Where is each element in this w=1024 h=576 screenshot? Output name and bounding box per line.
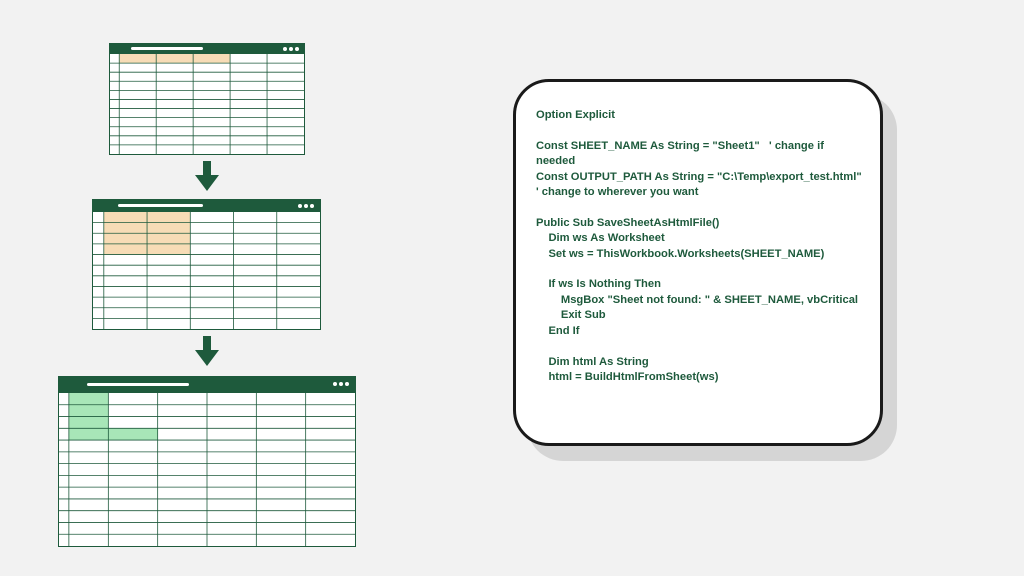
code-line: Set ws = ThisWorkbook.Worksheets(SHEET_NAME) bbox=[536, 247, 825, 260]
spreadsheet-1 bbox=[109, 43, 305, 155]
code-line: End If bbox=[536, 324, 580, 337]
title-bar bbox=[110, 44, 304, 54]
code-line: MsgBox "Sheet not found: " & SHEET_NAME, vbCritical bbox=[536, 293, 859, 306]
sheet-grid bbox=[110, 54, 304, 154]
code-line bbox=[536, 339, 866, 354]
highlighted-cell bbox=[69, 393, 108, 405]
code-card bbox=[513, 79, 883, 446]
three-dots-icon bbox=[283, 47, 299, 51]
highlighted-cell bbox=[69, 417, 108, 429]
highlighted-cell bbox=[119, 54, 230, 63]
highlighted-cell bbox=[69, 405, 108, 417]
code-line bbox=[536, 262, 866, 277]
spreadsheet-2 bbox=[92, 199, 321, 330]
sheet-grid bbox=[93, 212, 320, 329]
code-line: Const OUTPUT_PATH As String = "C:\Temp\export_test.html" ' change to wherever you want bbox=[536, 170, 868, 199]
title-bar bbox=[59, 377, 355, 393]
title-placeholder bbox=[131, 47, 203, 50]
spreadsheet-3 bbox=[58, 376, 356, 547]
down-arrow-icon bbox=[193, 161, 221, 193]
code-line: Const SHEET_NAME As String = "Sheet1" ' change if needed bbox=[536, 139, 828, 168]
sheet-grid bbox=[59, 393, 355, 546]
code-line bbox=[536, 123, 866, 138]
three-dots-icon bbox=[298, 204, 314, 208]
down-arrow-icon bbox=[193, 336, 221, 368]
code-line: Dim html As String bbox=[536, 355, 649, 368]
three-dots-icon bbox=[333, 382, 349, 386]
code-line: Dim ws As Worksheet bbox=[536, 232, 665, 245]
code-line: If ws Is Nothing Then bbox=[536, 278, 661, 291]
code-line: Public Sub SaveSheetAsHtmlFile() bbox=[536, 216, 720, 229]
code-line bbox=[536, 200, 866, 215]
title-bar bbox=[93, 200, 320, 212]
title-placeholder bbox=[118, 204, 203, 207]
code-line: Option Explicit bbox=[536, 109, 615, 121]
title-placeholder bbox=[87, 383, 189, 386]
code-line: Exit Sub bbox=[536, 309, 606, 322]
highlighted-cell bbox=[69, 428, 158, 440]
code-line: html = BuildHtmlFromSheet(ws) bbox=[536, 370, 719, 383]
vba-code bbox=[536, 108, 866, 385]
